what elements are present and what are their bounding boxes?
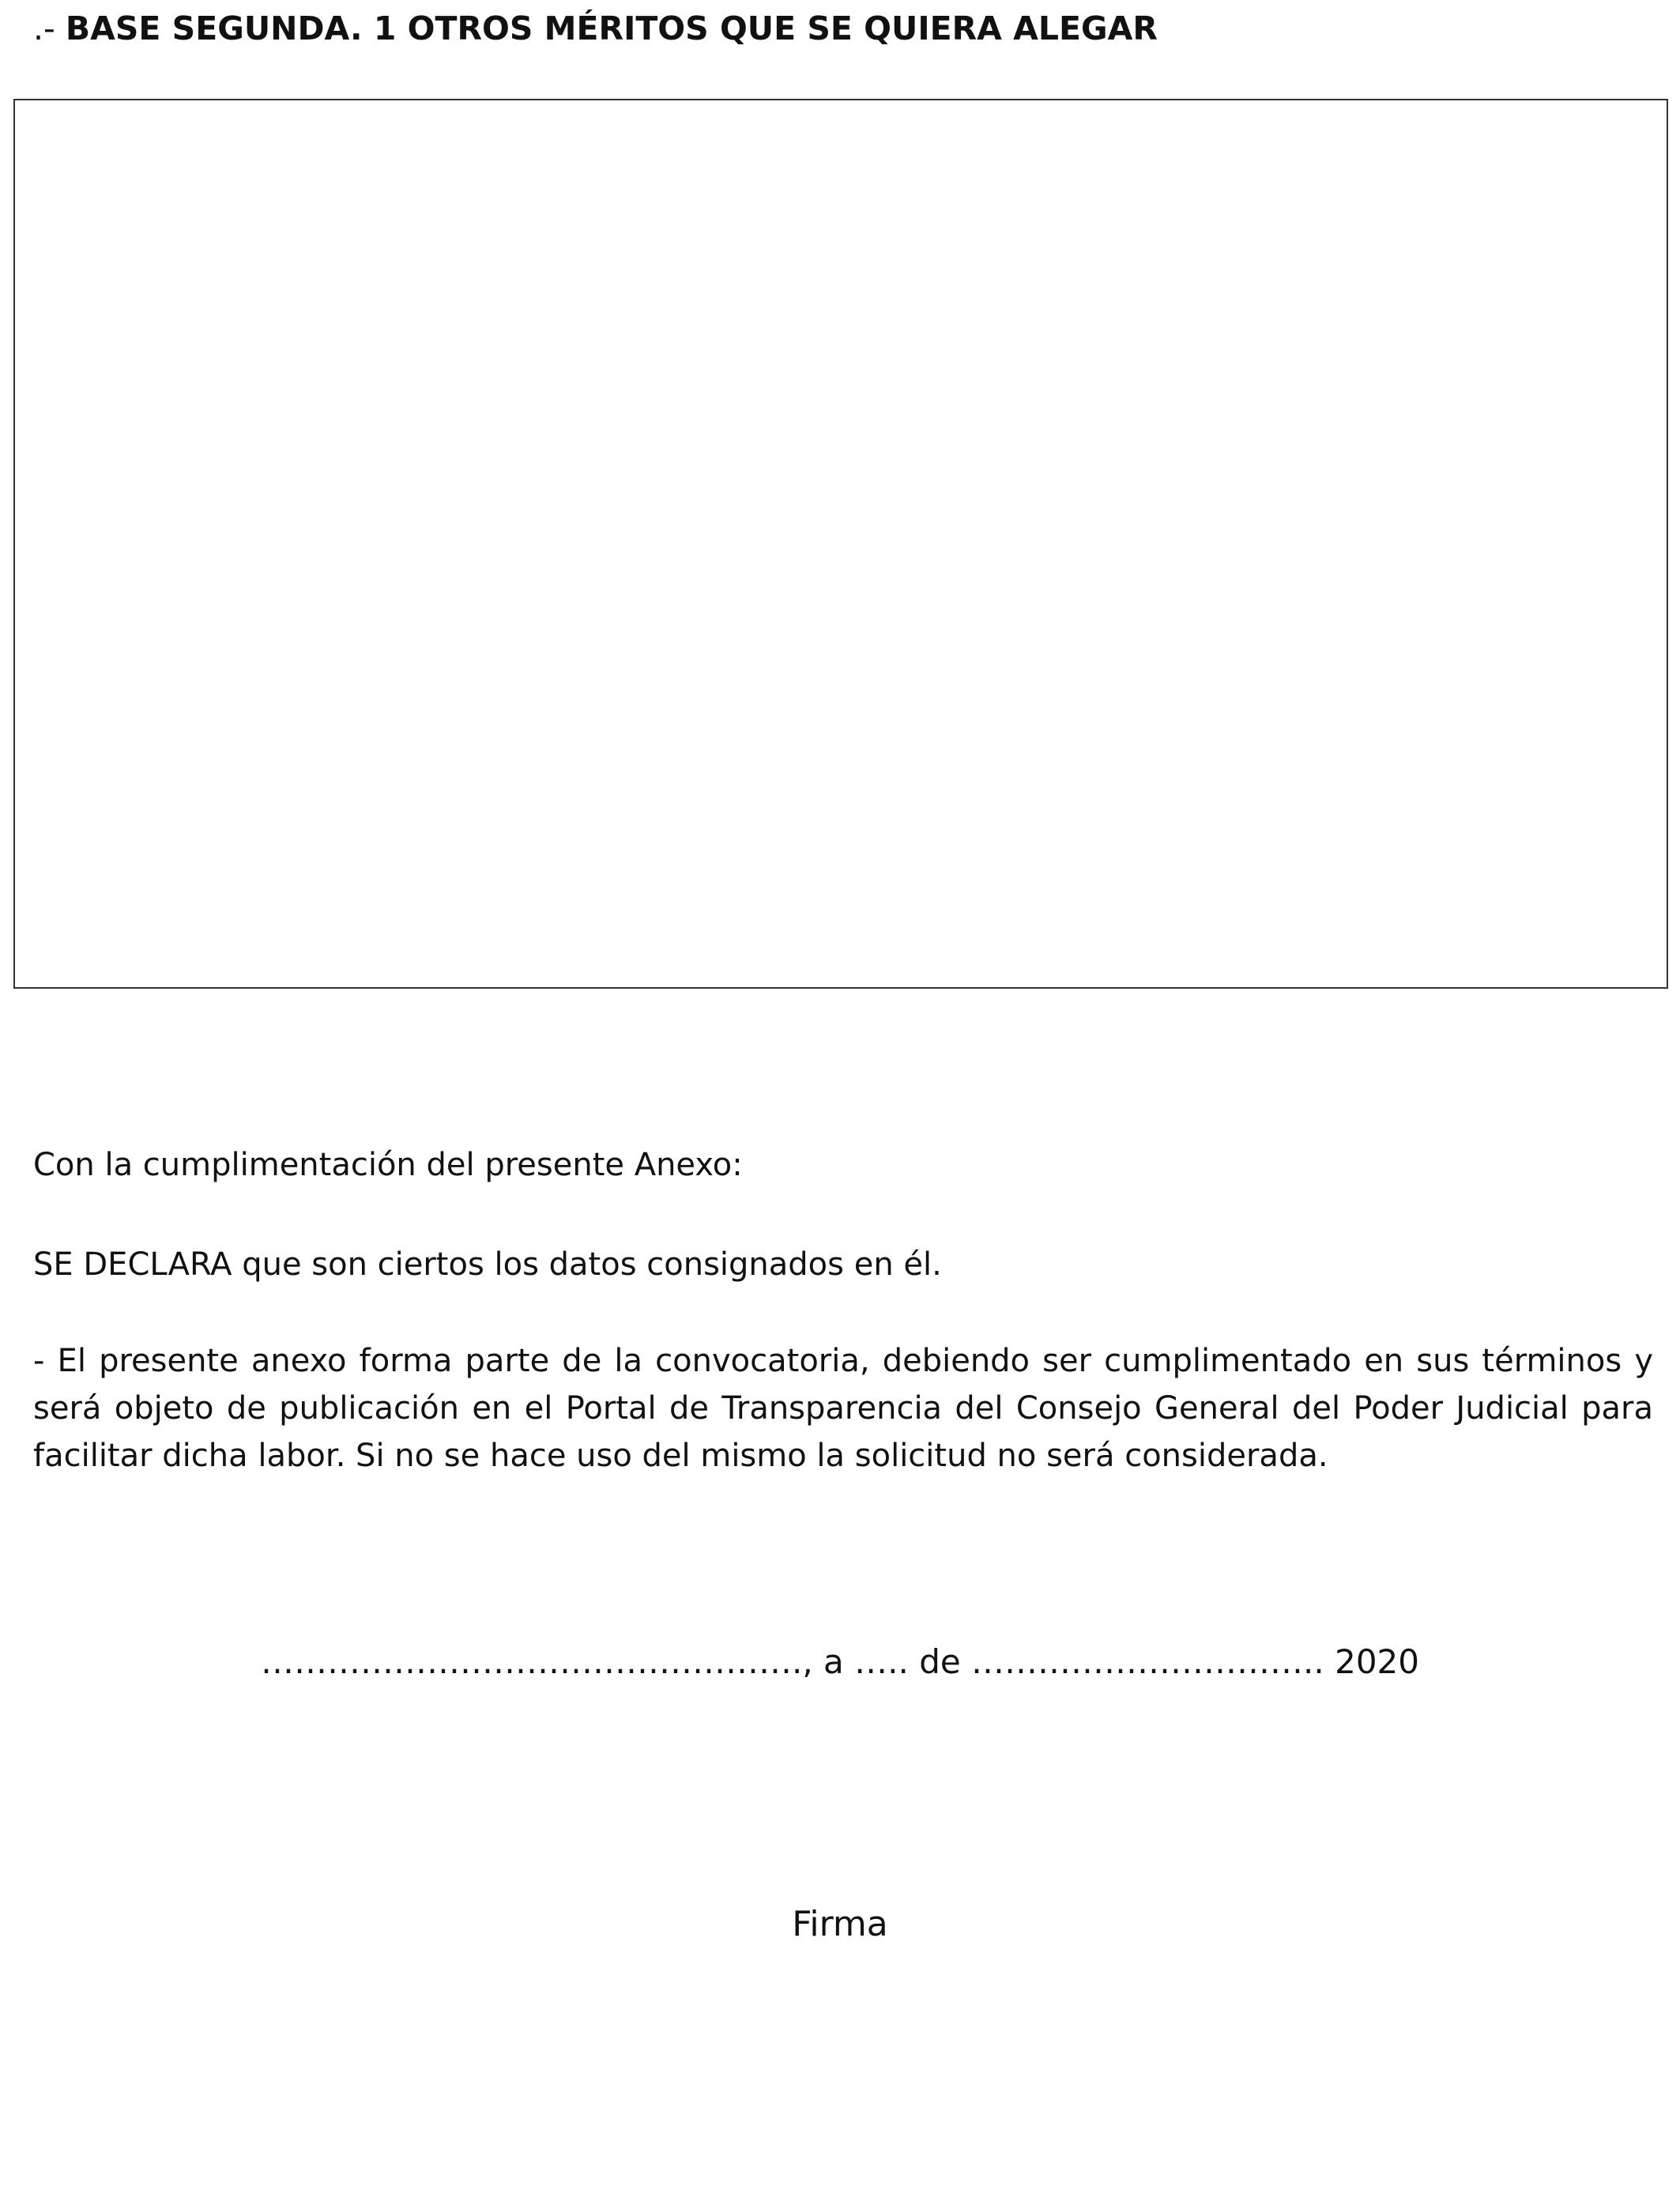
statement-note: - El presente anexo forma parte de la convocatoria, debiendo ser cumplimentado en sus términos y será objeto de publicación en el Portal de Transparencia del Consejo General del Poder Judicial para facilitar dicha labor. Si no se hace uso del mismo la solicitud no será considerada. (33, 1343, 1653, 1474)
heading-prefix: .- (33, 9, 66, 47)
statement-intro: Con la cumplimentación del presente Anexo: (33, 1147, 743, 1183)
signature-label: Firma (792, 1904, 888, 1944)
section-heading (33, 6, 1158, 51)
statement-declaration: SE DECLARA que son ciertos los datos consignados en él. (33, 1246, 942, 1283)
other-merits-box[interactable] (13, 99, 1668, 989)
heading-title: BASE SEGUNDA. 1 OTROS MÉRITOS QUE SE QUIERA ALEGAR (65, 9, 1158, 47)
place-date-line: …………………………………………., a ….. de ………………………….. 2020 (261, 1642, 1419, 1681)
